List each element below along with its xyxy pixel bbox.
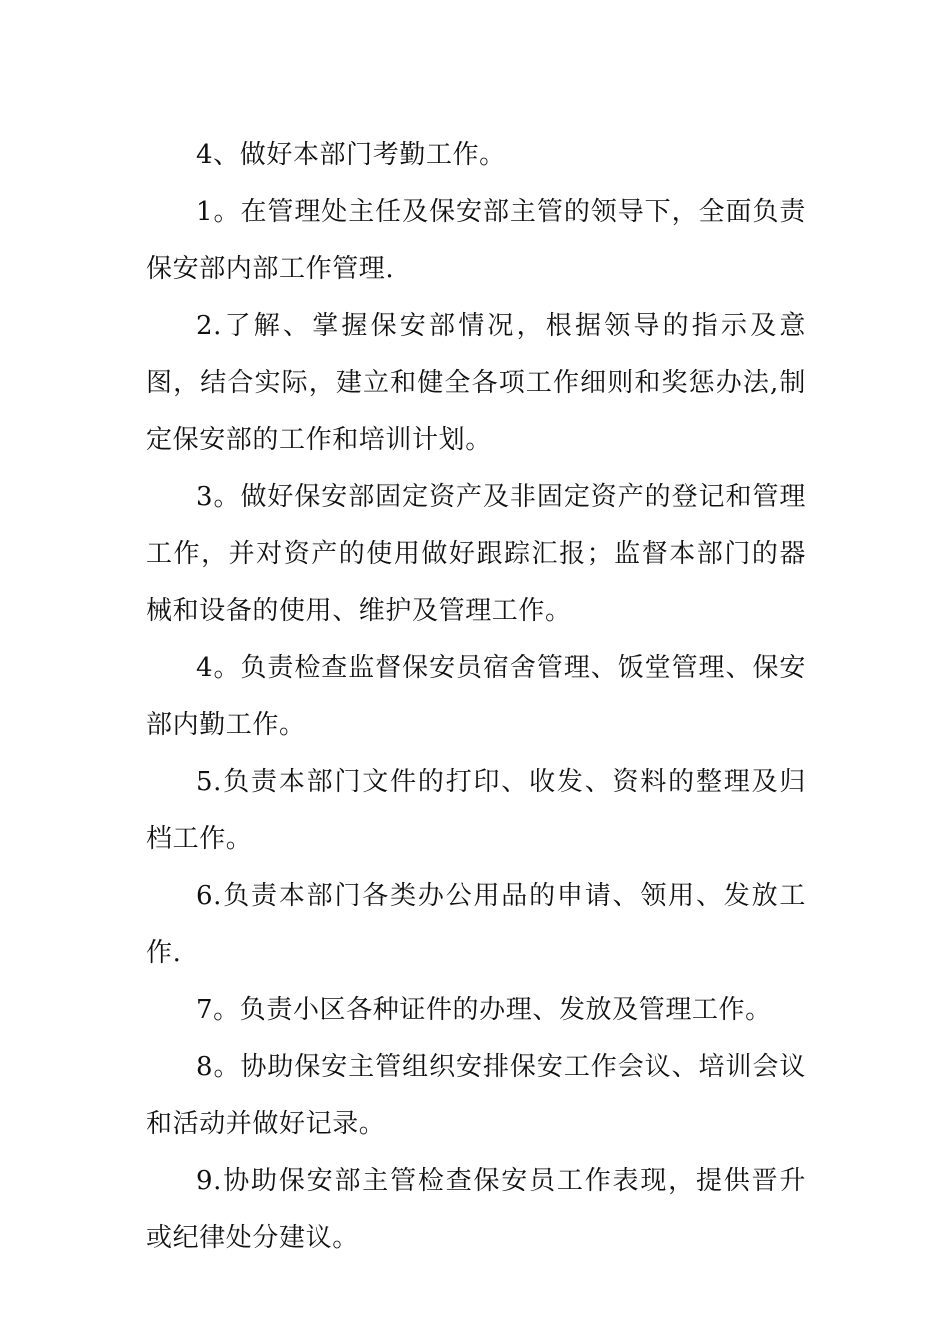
paragraph-item-5: 5.负责本部门文件的打印、收发、资料的整理及归档工作。: [146, 767, 806, 854]
paragraph-item-4: 4。负责检查监督保安员宿舍管理、饭堂管理、保安部内勤工作。: [146, 653, 806, 740]
paragraph-item-3: 3。做好保安部固定资产及非固定资产的登记和管理工作，并对资产的使用做好跟踪汇报；监督本部门的器械和设备的使用、维护及管理工作。: [146, 482, 806, 626]
paragraph-item-9: 9.协助保安部主管检查保安员工作表现，提供晋升或纪律处分建议。: [146, 1166, 806, 1253]
paragraph-attendance: 4、做好本部门考勤工作。: [196, 140, 506, 170]
paragraph-item-8: 8。协助保安主管组织安排保安工作会议、培训会议和活动并做好记录。: [146, 1052, 806, 1139]
paragraph-item-1: 1。在管理处主任及保安部主管的领导下，全面负责保安部内部工作管理.: [146, 197, 806, 284]
paragraph-item-7: 7。负责小区各种证件的办理、发放及管理工作。: [196, 995, 772, 1025]
paragraph-item-2: 2.了解、掌握保安部情况，根据领导的指示及意图，结合实际，建立和健全各项工作细则和奖惩办法,制定保安部的工作和培训计划。: [146, 311, 806, 455]
paragraph-item-6: 6.负责本部门各类办公用品的申请、领用、发放工作.: [146, 881, 806, 968]
document-body: [146, 127, 806, 1267]
